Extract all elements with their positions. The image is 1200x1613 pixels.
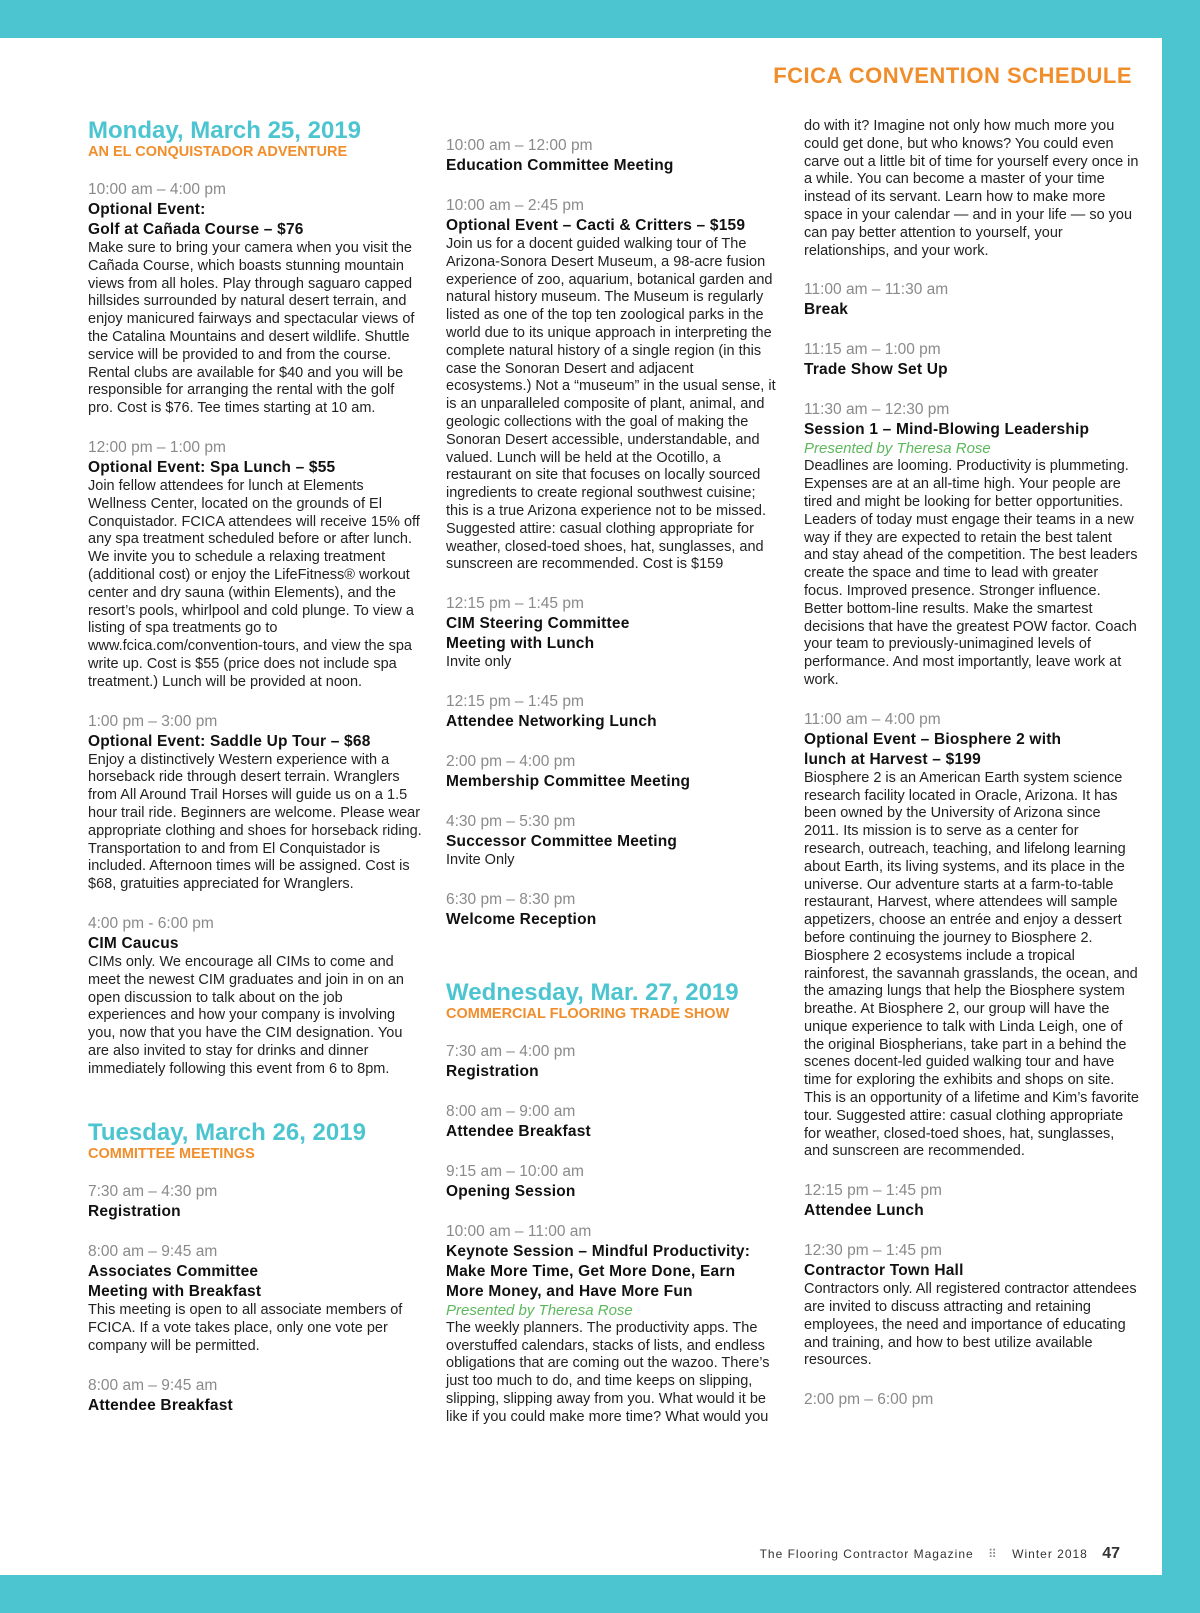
- event-item: [88, 914, 423, 1079]
- event-title: Attendee Breakfast: [88, 1396, 233, 1414]
- event-title: Session 1 – Mind-Blowing Leadership: [804, 421, 1090, 439]
- event-time: 10:00 am – 12:00 pm: [446, 137, 593, 154]
- event-time: 11:30 am – 12:30 pm: [804, 401, 950, 419]
- event-time: 8:00 am – 9:45 am: [88, 1243, 218, 1261]
- event-time: 8:00 am – 9:45 am: [88, 1376, 218, 1394]
- event-item: [804, 1241, 1139, 1370]
- event-time: 2:00 pm – 6:00 pm: [804, 1391, 934, 1409]
- event-title: Attendee Lunch: [804, 1202, 924, 1220]
- event-description: Biosphere 2 is an American Earth system science research facility located in Oracle, Arizona. It has been owned by the University of Arizona since 2011. Its mission is to serve as a center for research, outreach, teaching, and lifelong learning about Earth, its living systems, and its place in the universe. Our adventure starts at a farm-to-table restaurant, Harvest, where attendees will sample appetizers, choose an entrée and enjoy a dessert before continuing the journey to Biosphere 2. Biosphere 2 ecosystems include a tropical rainforest, the savannah grasslands, the ocean, and the amazing lungs that help the Biosphere system breathe. At Biosphere 2, our group will have the unique experience to talk with Linda Leigh, one of the original Biospherians, take part in a behind the scenes docent-led guided walking tour and have time for exploring the exhibits and shops on site. This is an opportunity of a lifetime and Kim’s favorite tour. Suggested attire: casual clothing appropriate for weather, closed-toed shoes, hat, sunglasses, and sunscreen are recommended.: [804, 769, 1140, 1160]
- column-1: [88, 118, 423, 1436]
- event-time: 4:30 pm – 5:30 pm: [446, 812, 576, 830]
- event-time: 9:15 am – 10:00 am: [446, 1162, 584, 1180]
- event-item: [446, 594, 781, 672]
- page-title: FCICA CONVENTION SCHEDULE: [773, 63, 1132, 88]
- event-title: Contractor Town Hall: [804, 1262, 964, 1280]
- event-description: Join us for a docent guided walking tour of The Arizona-Sonora Desert Museum, a 98-acre fusion experience of zoo, aquarium, botanical garden and natural history museum. The Museum is regularly listed as one of the top ten zoological parks in the world due to its unique approach in interpreting the complete natural history of a single region (in this case the Sonoran Desert and adjacent ecosystems.) Not a “museum” in the usual sense, it is an unparalleled composite of plant, animal, and geologic collections with the goal of making the Sonoran Desert accessible, understandable, and valued. Lunch will be held at the Ocotillo, a restaurant on site that focuses on locally sourced ingredients to create regional southwest cuisine; this is a true Arizona experience not to be missed. Suggested attire: casual clothing appropriate for weather, closed-toed shoes, hat, sunglasses, and sunscreen are recommended. Cost is $159: [446, 236, 776, 573]
- event-title: Opening Session: [446, 1182, 576, 1200]
- event-item-continued: [804, 118, 1139, 260]
- day-title: Tuesday, March 26, 2019: [88, 1119, 366, 1147]
- event-item: [446, 1162, 781, 1202]
- event-description: Make sure to bring your camera when you visit the Cañada Course, which boasts stunning mountain views from all holes. Play through saguaro capped hillsides surrounded by natural desert terrain, and enjoy manicured fairways and spectacular views of the Catalina Mountains and desert wildlife. Shuttle service will be provided to and from the course. Rental clubs are available for $40 and you will be responsible for arranging the rental with the golf pro. Cost is $76. Tee times starting at 10 am.: [88, 240, 415, 417]
- event-item: [446, 1042, 781, 1082]
- event-item: [446, 890, 781, 930]
- event-item: [446, 752, 781, 792]
- column-2: [446, 136, 781, 1447]
- event-title: Membership Committee Meeting: [446, 772, 691, 790]
- event-item: [804, 280, 1139, 320]
- footer-separator: ⠿: [988, 1547, 998, 1561]
- event-item: [446, 812, 781, 870]
- event-description: Join fellow attendees for lunch at Elements Wellness Center, located on the grounds of El Conquistador. FCICA attendees will receive 15% off any spa treatment scheduled before or after lunch. We invite you to schedule a relaxing treatment (additional cost) or enjoy the LifeFitness® workout center and dry sauna (within Elements), and the resort’s pools, whirlpool and cold plunge. To view a listing of spa treatments go to www.fcica.com/convention-tours, and view the spa write up. Cost is $55 (price does not include spa treatment.) Lunch will be provided at noon.: [88, 477, 420, 690]
- event-time: 6:30 pm – 8:30 pm: [446, 890, 576, 908]
- event-title: Optional Event: Spa Lunch – $55: [88, 458, 336, 476]
- event-time: 12:00 pm – 1:00 pm: [88, 438, 226, 456]
- event-title: Trade Show Set Up: [804, 361, 948, 379]
- event-time: 12:30 pm – 1:45 pm: [804, 1242, 942, 1260]
- event-item: [804, 710, 1139, 1162]
- event-title: Optional Event: Saddle Up Tour – $68: [88, 732, 371, 750]
- event-title: Optional Event: Golf at Cañada Course – $76: [88, 201, 304, 238]
- column-3: [804, 118, 1139, 1430]
- event-note: Invite only: [446, 654, 512, 671]
- event-item: [88, 712, 423, 894]
- event-title: Optional Event – Cacti & Critters – $159: [446, 217, 746, 234]
- event-item: [804, 1390, 1139, 1410]
- issue-label: Winter 2018: [1012, 1547, 1088, 1561]
- day-heading-wednesday: [446, 980, 781, 1022]
- page-number: 47: [1102, 1545, 1120, 1562]
- event-note: Invite Only: [446, 851, 515, 868]
- event-item: [88, 1376, 423, 1416]
- event-item: [804, 1181, 1139, 1221]
- event-description: Enjoy a distinctively Western experience with a horseback ride through desert terrain. Wranglers from All Around Trail Horses will guide us on a 1.5 hour trail ride. Beginners are welcome. Please wear appropriate clothing and shoes for horseback riding. Transportation to and from El Conquistador is included. Afternoon times will be assigned. Cost is $68, gratuities appreciated for Wranglers.: [88, 751, 422, 893]
- event-time: 12:15 pm – 1:45 pm: [446, 692, 584, 710]
- day-title: Wednesday, Mar. 27, 2019: [446, 978, 739, 1006]
- event-title: Optional Event – Biosphere 2 with lunch at Harvest – $199: [804, 730, 1062, 768]
- event-time: 8:00 am – 9:00 am: [446, 1102, 576, 1120]
- event-time: 7:30 am – 4:30 pm: [88, 1183, 218, 1201]
- event-title: CIM Steering Committee Meeting with Lunch: [446, 615, 630, 653]
- event-item: [88, 438, 423, 692]
- event-time: 10:00 am – 4:00 pm: [88, 181, 226, 198]
- day-subtitle: AN EL CONQUISTADOR ADVENTURE: [88, 144, 348, 160]
- event-time: 10:00 am – 11:00 am: [446, 1222, 592, 1240]
- magazine-name: The Flooring Contractor Magazine: [759, 1547, 974, 1561]
- event-title: Break: [804, 301, 849, 319]
- event-time: 11:15 am – 1:00 pm: [804, 341, 941, 359]
- event-item: [88, 1182, 423, 1222]
- event-title: Keynote Session – Mindful Productivity: Make More Time, Get More Done, Earn More Money, and Have More Fun: [446, 1242, 751, 1300]
- event-time: 10:00 am – 2:45 pm: [446, 197, 584, 214]
- event-description: Deadlines are looming. Productivity is plummeting. Expenses are at an all-time high. Your people are tired and might be looking for better opportunities. Leaders of today must engage their teams in a new way if they are expected to retain the best talent and stay ahead of the competition. The best leaders create the space and time to lead with greater focus. Improved presence. Stronger influence. Better bottom-line results. Make the smartest decisions that have the greatest POW factor. Coach your team to previously-unimagined levels of performance. And most importantly, leave work at work.: [804, 458, 1138, 688]
- day-heading-monday: [88, 118, 423, 160]
- event-title: Welcome Reception: [446, 910, 597, 928]
- event-title: Successor Committee Meeting: [446, 832, 678, 850]
- event-title: Associates Committee Meeting with Breakfast: [88, 1263, 262, 1301]
- magazine-page: [0, 38, 1162, 1575]
- event-time: 2:00 pm – 4:00 pm: [446, 752, 576, 770]
- event-time: 11:00 am – 4:00 pm: [804, 710, 941, 728]
- event-description: Contractors only. All registered contractor attendees are invited to discuss attracting and retaining employees, the need and importance of educating and training, and how to best utilize available resources.: [804, 1281, 1137, 1369]
- event-description: CIMs only. We encourage all CIMs to come and meet the newest CIM graduates and join in on an open discussion to talk about on the job experiences and how your company is involving you, now that you have the CIM designation. You are also invited to stay for drinks and dinner immediately following this event from 6 to 8pm.: [88, 953, 404, 1077]
- event-time: 11:00 am – 11:30 am: [804, 281, 949, 299]
- day-title: Monday, March 25, 2019: [88, 117, 361, 144]
- day-subtitle: COMMERCIAL FLOORING TRADE SHOW: [446, 1005, 730, 1022]
- event-time: 12:15 pm – 1:45 pm: [446, 595, 584, 613]
- event-item: [446, 692, 781, 732]
- event-presenter: Presented by Theresa Rose: [446, 1301, 633, 1319]
- event-title: Education Committee Meeting: [446, 157, 674, 174]
- event-time: 12:15 pm – 1:45 pm: [804, 1182, 942, 1200]
- event-description: The weekly planners. The productivity apps. The overstuffed calendars, stacks of lists, and endless obligations that are coming out the wazoo. There’s just too much to do, and time keeps on slipping, slipping, slipping away from you. What would it be like if you could make more time? What would you: [446, 1319, 770, 1425]
- event-item: [88, 180, 423, 418]
- event-title: Registration: [446, 1062, 539, 1080]
- event-item: [446, 196, 781, 574]
- event-item: [446, 136, 781, 176]
- day-heading-tuesday: [88, 1120, 423, 1162]
- event-item: [804, 340, 1139, 380]
- event-time: 4:00 pm - 6:00 pm: [88, 914, 214, 932]
- event-title: CIM Caucus: [88, 934, 179, 952]
- event-title: Attendee Networking Lunch: [446, 712, 657, 730]
- event-description: do with it? Imagine not only how much more you could get done, but who knows? You could even carve out a little bit of time for yourself every once in a while. You can become a master of your time instead of its servant. Learn how to make more space in your calendar — and in your life — so you can pay better attention to yourself, your relationships, and your work.: [804, 118, 1139, 259]
- event-item: [804, 400, 1139, 689]
- event-item: [446, 1222, 781, 1427]
- day-subtitle: COMMITTEE MEETINGS: [88, 1146, 255, 1163]
- event-title: Registration: [88, 1203, 181, 1221]
- event-title: Attendee Breakfast: [446, 1122, 591, 1140]
- event-item: [88, 1242, 423, 1355]
- event-description: This meeting is open to all associate members of FCICA. If a vote takes place, only one vote per company will be permitted.: [88, 1302, 403, 1355]
- page-footer: [760, 1545, 1120, 1563]
- event-item: [446, 1102, 781, 1142]
- event-time: 1:00 pm – 3:00 pm: [88, 712, 218, 730]
- event-time: 7:30 am – 4:00 pm: [446, 1042, 576, 1060]
- event-presenter: Presented by Theresa Rose: [804, 440, 991, 458]
